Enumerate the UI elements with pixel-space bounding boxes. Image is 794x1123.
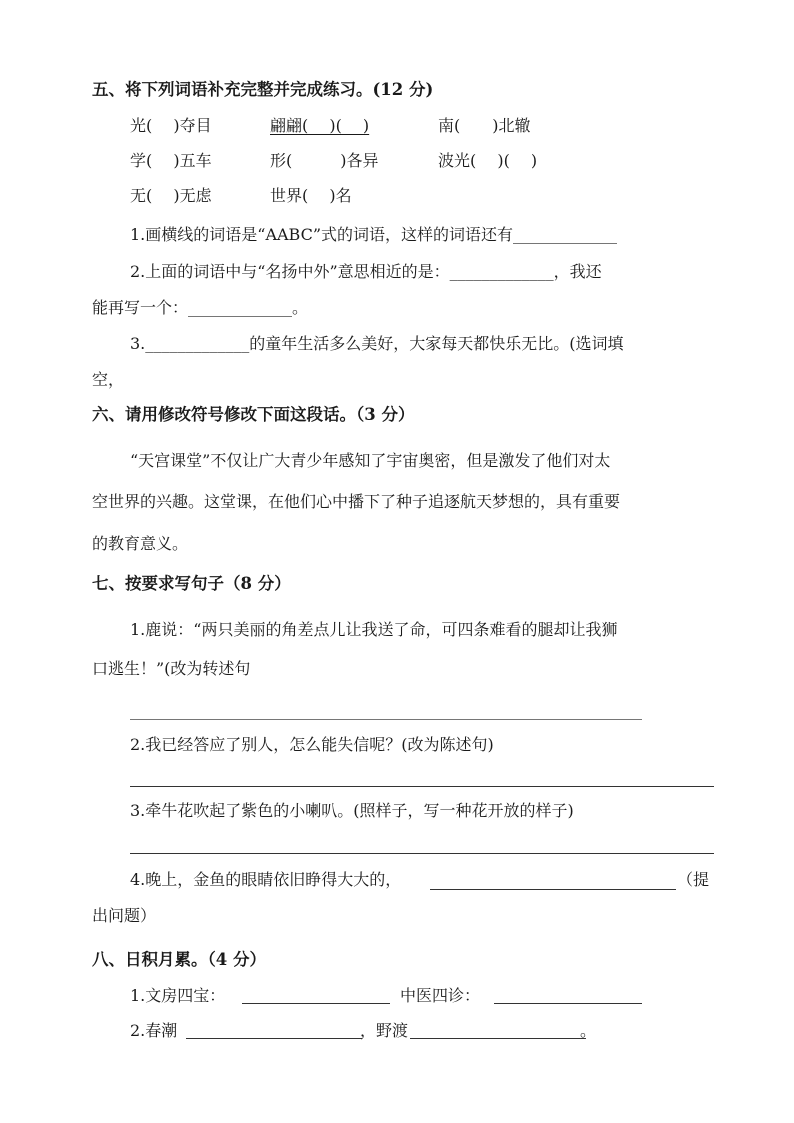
s7-question-3-answer-line (130, 853, 714, 854)
s8-question-1-blank-1 (242, 1003, 390, 1004)
s8-question-1-label-2: 中医四诊： (400, 986, 481, 1005)
s8-question-2-end: 。 (580, 1021, 597, 1040)
s6-paragraph-line-3: 的教育意义。 (92, 534, 189, 553)
s7-question-4-answer-line (430, 889, 676, 890)
section-6-heading: 六、请用修改符号修改下面这段话。（3 分） (92, 405, 415, 424)
idiom-3: 南( )北辙 (438, 116, 531, 135)
s8-question-2-blank-2 (410, 1038, 586, 1039)
s5-question-2-cont: 能再写一个：_____________。 (92, 298, 309, 317)
idiom-4: 学( )五车 (130, 151, 212, 170)
s7-question-1-cont: 口逃生！”(改为转述句 (92, 659, 251, 678)
s7-question-1: 1.鹿说：“两只美丽的角差点儿让我送了命，可四条难看的腿却让我狮 (130, 620, 618, 639)
s8-question-2-label: 2.春潮 (130, 1021, 178, 1040)
section-7-heading: 七、按要求写句子（8 分） (92, 574, 291, 593)
s7-question-2-answer-line (130, 786, 714, 787)
s7-question-4-cont: 出问题） (92, 906, 157, 925)
idiom-2-underlined: 翩翩( )( ) (270, 116, 370, 135)
s7-question-3: 3.牵牛花吹起了紫色的小喇叭。(照样子，写一种花开放的样子) (130, 801, 574, 820)
s8-question-1-blank-2 (494, 1003, 642, 1004)
s7-question-4: 4.晚上，金鱼的眼睛依旧睁得大大的， (130, 870, 402, 889)
s8-question-2-label-2: ，野渡 (360, 1021, 409, 1040)
s6-paragraph-line-2: 空世界的兴趣。这堂课，在他们心中播下了种子追逐航天梦想的，具有重要 (92, 492, 621, 511)
idiom-7: 无( )无虑 (130, 186, 212, 205)
s8-question-1-label: 1.文房四宝： (130, 986, 226, 1005)
s7-question-1-answer-line: ________________________________________________________________ (130, 701, 642, 720)
idiom-1: 光( )夺目 (130, 116, 212, 135)
s5-question-3: 3._____________的童年生活多么美好，大家每天都快乐无比。(选词填 (130, 334, 624, 353)
s6-paragraph-line-1: “天宫课堂”不仅让广大青少年感知了宇宙奥密，但是激发了他们对太 (130, 451, 611, 470)
section-8-heading: 八、日积月累。（4 分） (92, 950, 266, 969)
s7-question-4-tail: （提 (677, 870, 710, 889)
s5-question-3-cont: 空， (92, 370, 125, 389)
s8-question-2-blank-1 (186, 1038, 362, 1039)
s7-question-2: 2.我已经答应了别人，怎么能失信呢？(改为陈述句) (130, 735, 494, 754)
s5-question-2: 2.上面的词语中与“名扬中外”意思相近的是：_____________，我还 (130, 262, 602, 281)
idiom-6: 波光( )( ) (438, 151, 538, 170)
idiom-8: 世界( )名 (270, 186, 352, 205)
s5-question-1: 1.画横线的词语是“AABC”式的词语，这样的词语还有_____________ (130, 225, 618, 244)
idiom-5: 形( )各异 (270, 151, 379, 170)
section-5-heading: 五、将下列词语补充完整并完成练习。(12 分) (92, 80, 434, 99)
